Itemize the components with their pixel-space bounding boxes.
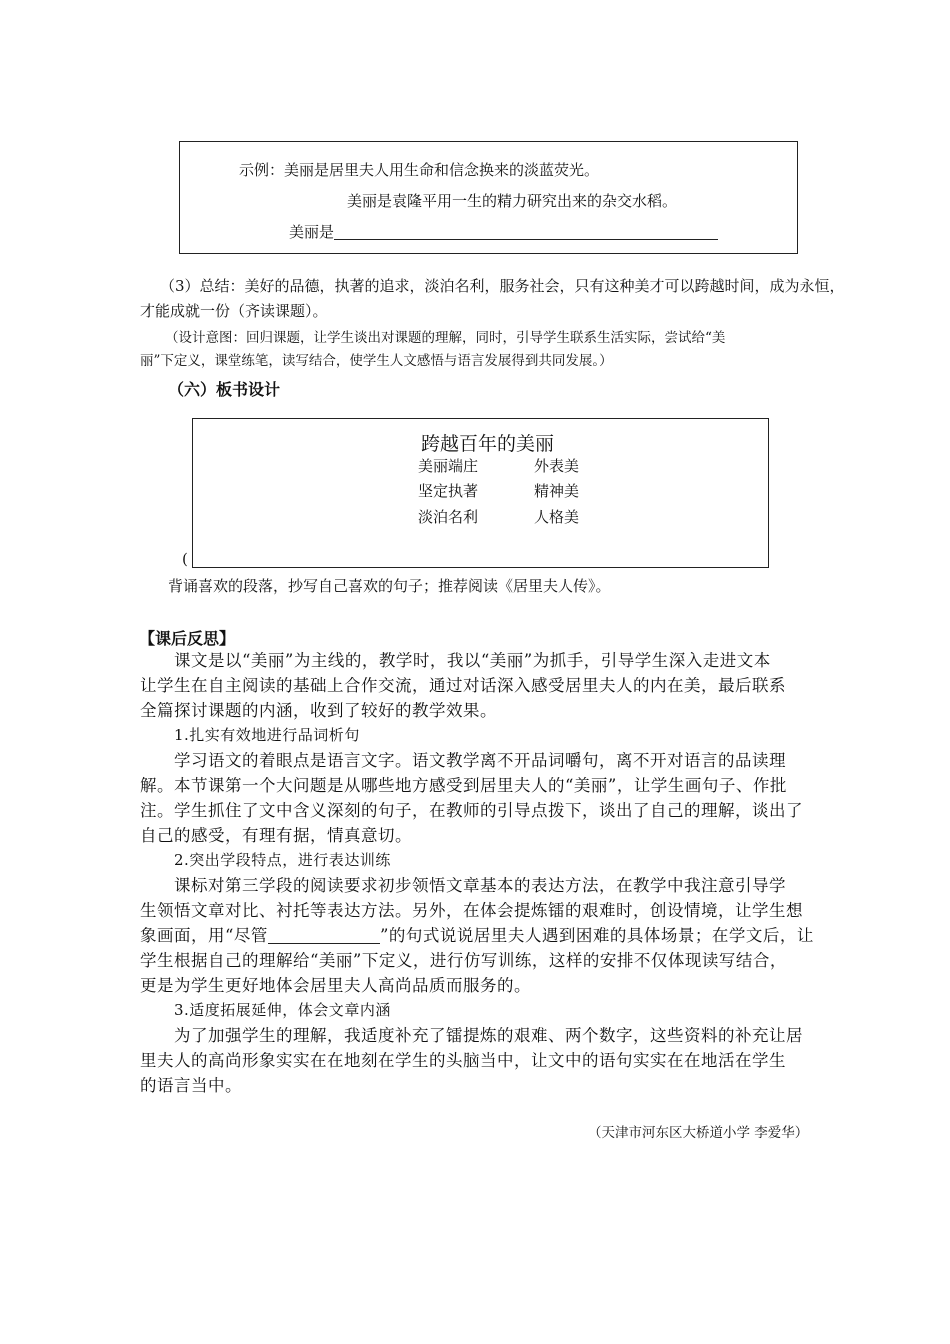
point-2-line-4: 学生根据自己的理解给“美丽”下定义，进行仿写训练，这样的安排不仅体现读写结合，: [140, 951, 787, 970]
intro-line-2: 让学生在自主阅读的基础上合作交流，通过对话深入感受居里夫人的内在美，最后联系: [140, 676, 786, 695]
example-line-2: 美丽是袁隆平用一生的精力研究出来的杂交水稻。: [347, 192, 678, 210]
design-intent-line-2: 丽”下定义，课堂练笔，读写结合，使学生人文感悟与语言发展得到共同发展。）: [140, 353, 613, 369]
point-3-line-3: 的语言当中。: [140, 1076, 242, 1095]
homework-line: 背诵喜欢的段落，抄写自己喜欢的句子；推荐阅读《居里夫人传》。: [168, 577, 611, 595]
example-prefix: 美丽是: [289, 223, 335, 241]
author-signature: （天津市河东区大桥道小学 李爱华）: [588, 1125, 809, 1141]
point-2-blank: [268, 927, 380, 944]
point-1-line-3: 注。学生抓住了文中含义深刻的句子，在教师的引导点拨下，谈出了自己的理解，谈出了: [140, 801, 803, 820]
fill-in-blank: [334, 223, 718, 240]
summary-line-1: （3）总结：美好的品德，执著的追求，淡泊名利，服务社会，只有这种美才可以跨越时间，成为永恒，: [160, 277, 845, 295]
point-2-line-3-post: ”的句式说说居里夫人遇到困难的具体场景；在学文后，让: [379, 926, 814, 945]
point-2-title: 2.突出学段特点，进行表达训练: [174, 851, 391, 869]
design-intent-line-1: （设计意图：回归课题，让学生谈出对课题的理解，同时，引导学生联系生活实际，尝试给“美: [165, 330, 726, 346]
point-1-title: 1.扎实有效地进行品词析句: [174, 726, 360, 744]
board-row-1-left: 美丽端庄: [418, 457, 479, 475]
summary-line-2: 才能成就一份（齐读课题）。: [140, 302, 328, 320]
point-1-line-2: 解。本节课第一个大问题是从哪些地方感受到居里夫人的“美丽”，让学生画句子、作批: [140, 776, 787, 795]
point-3-line-2: 里夫人的高尚形象实实在在地刻在学生的头脑当中，让文中的语句实实在在地活在学生: [140, 1051, 786, 1070]
example-line-3: [289, 222, 718, 242]
point-2-line-3: [140, 923, 860, 948]
board-row-2-left: 坚定执著: [418, 482, 479, 500]
board-row-3-right: 人格美: [534, 508, 580, 526]
point-2-line-3-pre: 象画面，用“尽管: [140, 926, 268, 945]
point-3-line-1: 为了加强学生的理解，我适度补充了镭提炼的艰难、两个数字，这些资料的补充让居: [174, 1026, 803, 1045]
board-row-3-left: 淡泊名利: [418, 508, 479, 526]
point-2-line-5: 更是为学生更好地体会居里夫人高尚品质而服务的。: [140, 976, 531, 995]
point-3-title: 3.适度拓展延伸，体会文章内涵: [174, 1001, 391, 1019]
point-1-line-4: 自己的感受，有理有据，情真意切。: [140, 826, 412, 845]
intro-line-3: 全篇探讨课题的内涵，收到了较好的教学效果。: [140, 701, 497, 720]
reflection-intro: [140, 648, 860, 1098]
point-1-line-1: 学习语文的着眼点是语言文字。语文教学离不开品词嚼句，离不开对语言的品读理: [174, 751, 786, 770]
point-2-line-1: 课标对第三学段的阅读要求初步领悟文章基本的表达方法，在教学中我注意引导学: [174, 876, 786, 895]
intro-line-1: 课文是以“美丽”为主线的，教学时，我以“美丽”为抓手，引导学生深入走进文本: [174, 651, 771, 670]
board-title: 跨越百年的美丽: [421, 433, 555, 455]
example-line-1: 示例：美丽是居里夫人用生命和信念换来的淡蓝荧光。: [239, 161, 600, 179]
point-2-line-2: 生领悟文章对比、衬托等表达方法。另外，在体会提炼镭的艰难时，创设情境，让学生想: [140, 901, 803, 920]
partial-bracket: (: [182, 550, 188, 568]
board-design-heading: （六）板书设计: [168, 380, 281, 399]
reflection-heading: 【课后反思】: [139, 629, 236, 648]
board-row-2-right: 精神美: [534, 482, 580, 500]
board-row-1-right: 外表美: [534, 457, 580, 475]
